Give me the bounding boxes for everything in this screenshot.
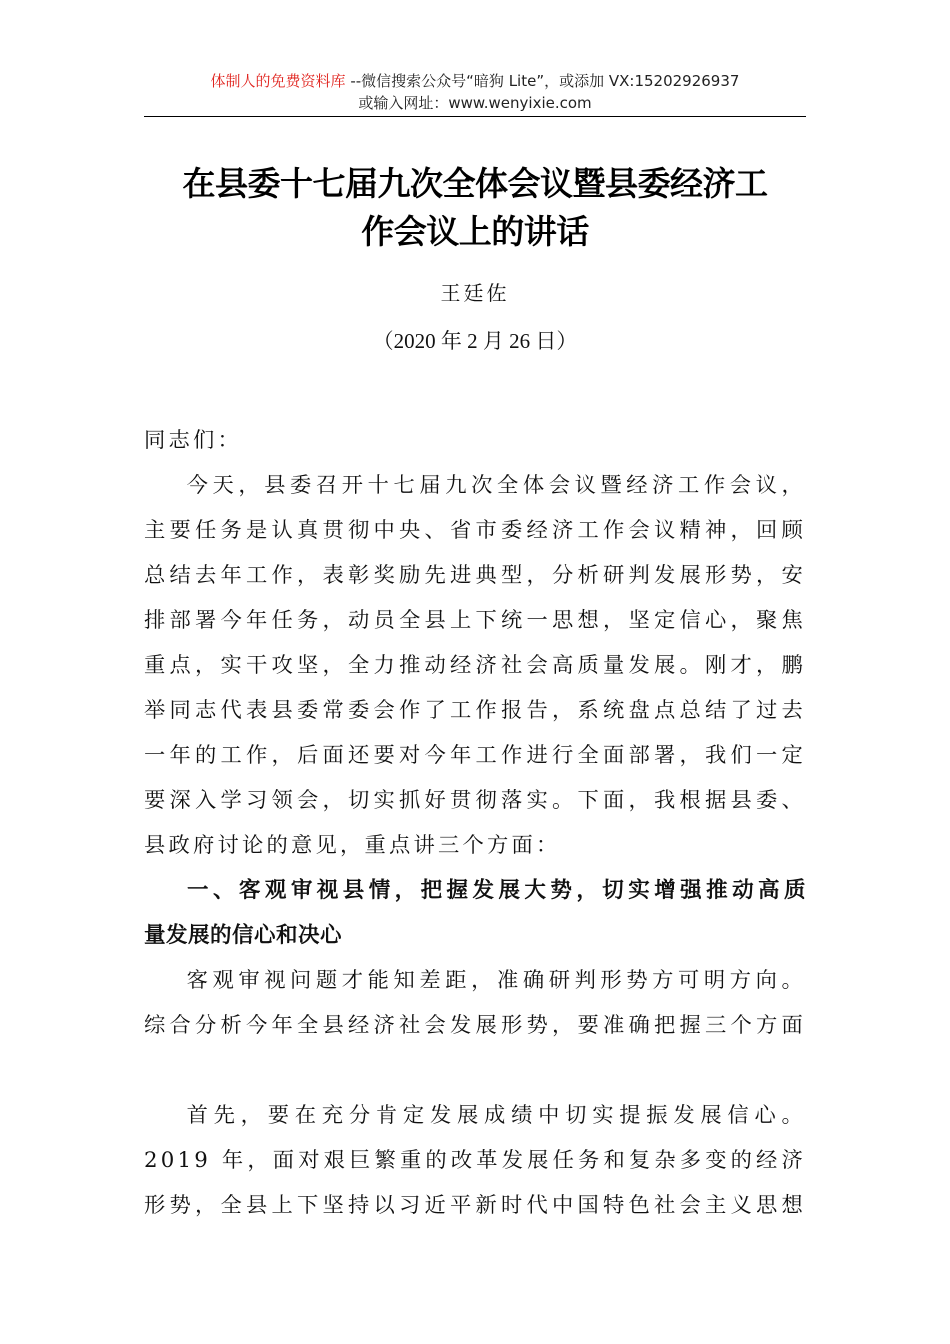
body-line: 2019 年，面对艰巨繁重的改革发展任务和复杂多变的经济 — [144, 1148, 806, 1173]
body-line: 主要任务是认真贯彻中央、省市委经济工作会议精神，回顾 — [144, 518, 806, 543]
section-heading: 量发展的信心和决心 — [144, 923, 343, 948]
body-line: 形势，全县上下坚持以习近平新时代中国特色社会主义思想 — [144, 1193, 806, 1218]
body-line: 综合分析今年全县经济社会发展形势，要准确把握三个方面 — [144, 1013, 806, 1038]
header-divider — [144, 116, 806, 117]
brand-text: 体制人的免费资料库 — [210, 72, 346, 90]
section-heading: 一、客观审视县情，把握发展大势，切实增强推动高质 — [187, 878, 806, 903]
body-line: 排部署今年任务，动员全县上下统一思想，坚定信心，聚焦 — [144, 608, 806, 633]
body-line: 今天，县委召开十七届九次全体会议暨经济工作会议， — [186, 473, 806, 498]
body-line: 要深入学习领会，切实抓好贯彻落实。下面，我根据县委、 — [144, 788, 806, 813]
body-line: 总结去年工作，表彰奖励先进典型，分析研判发展形势，安 — [144, 563, 806, 588]
body-line: 首先，要在充分肯定发展成绩中切实提振发展信心。 — [186, 1103, 806, 1128]
body-line: 重点，实干攻坚，全力推动经济社会高质量发展。刚才，鹏 — [144, 653, 806, 678]
speech-date: （2020 年 2 月 26 日） — [372, 329, 578, 353]
body-line: 客观审视问题才能知差距，准确研判形势方可明方向。 — [186, 968, 806, 993]
salutation: 同志们： — [144, 428, 242, 453]
document-title — [144, 160, 806, 256]
watermark-header — [144, 70, 806, 114]
promo-text: --微信搜索公众号“暗狗 Lite”，或添加 VX:15202926937 — [345, 72, 740, 90]
body-line: 举同志代表县委常委会作了工作报告，系统盘点总结了过去 — [144, 698, 806, 723]
title-line-2: 作会议上的讲话 — [361, 212, 589, 251]
document-body — [144, 418, 806, 1228]
author: 王廷佐 — [440, 281, 510, 305]
body-line: 县政府讨论的意见，重点讲三个方面： — [144, 833, 561, 858]
header-line-1 — [144, 70, 806, 92]
body-line: 一年的工作，后面还要对今年工作进行全面部署，我们一定 — [144, 743, 806, 768]
title-line-1: 在县委十七届九次全体会议暨县委经济工 — [182, 164, 768, 203]
header-line-2: 或输入网址：www.wenyixie.com — [358, 94, 592, 112]
